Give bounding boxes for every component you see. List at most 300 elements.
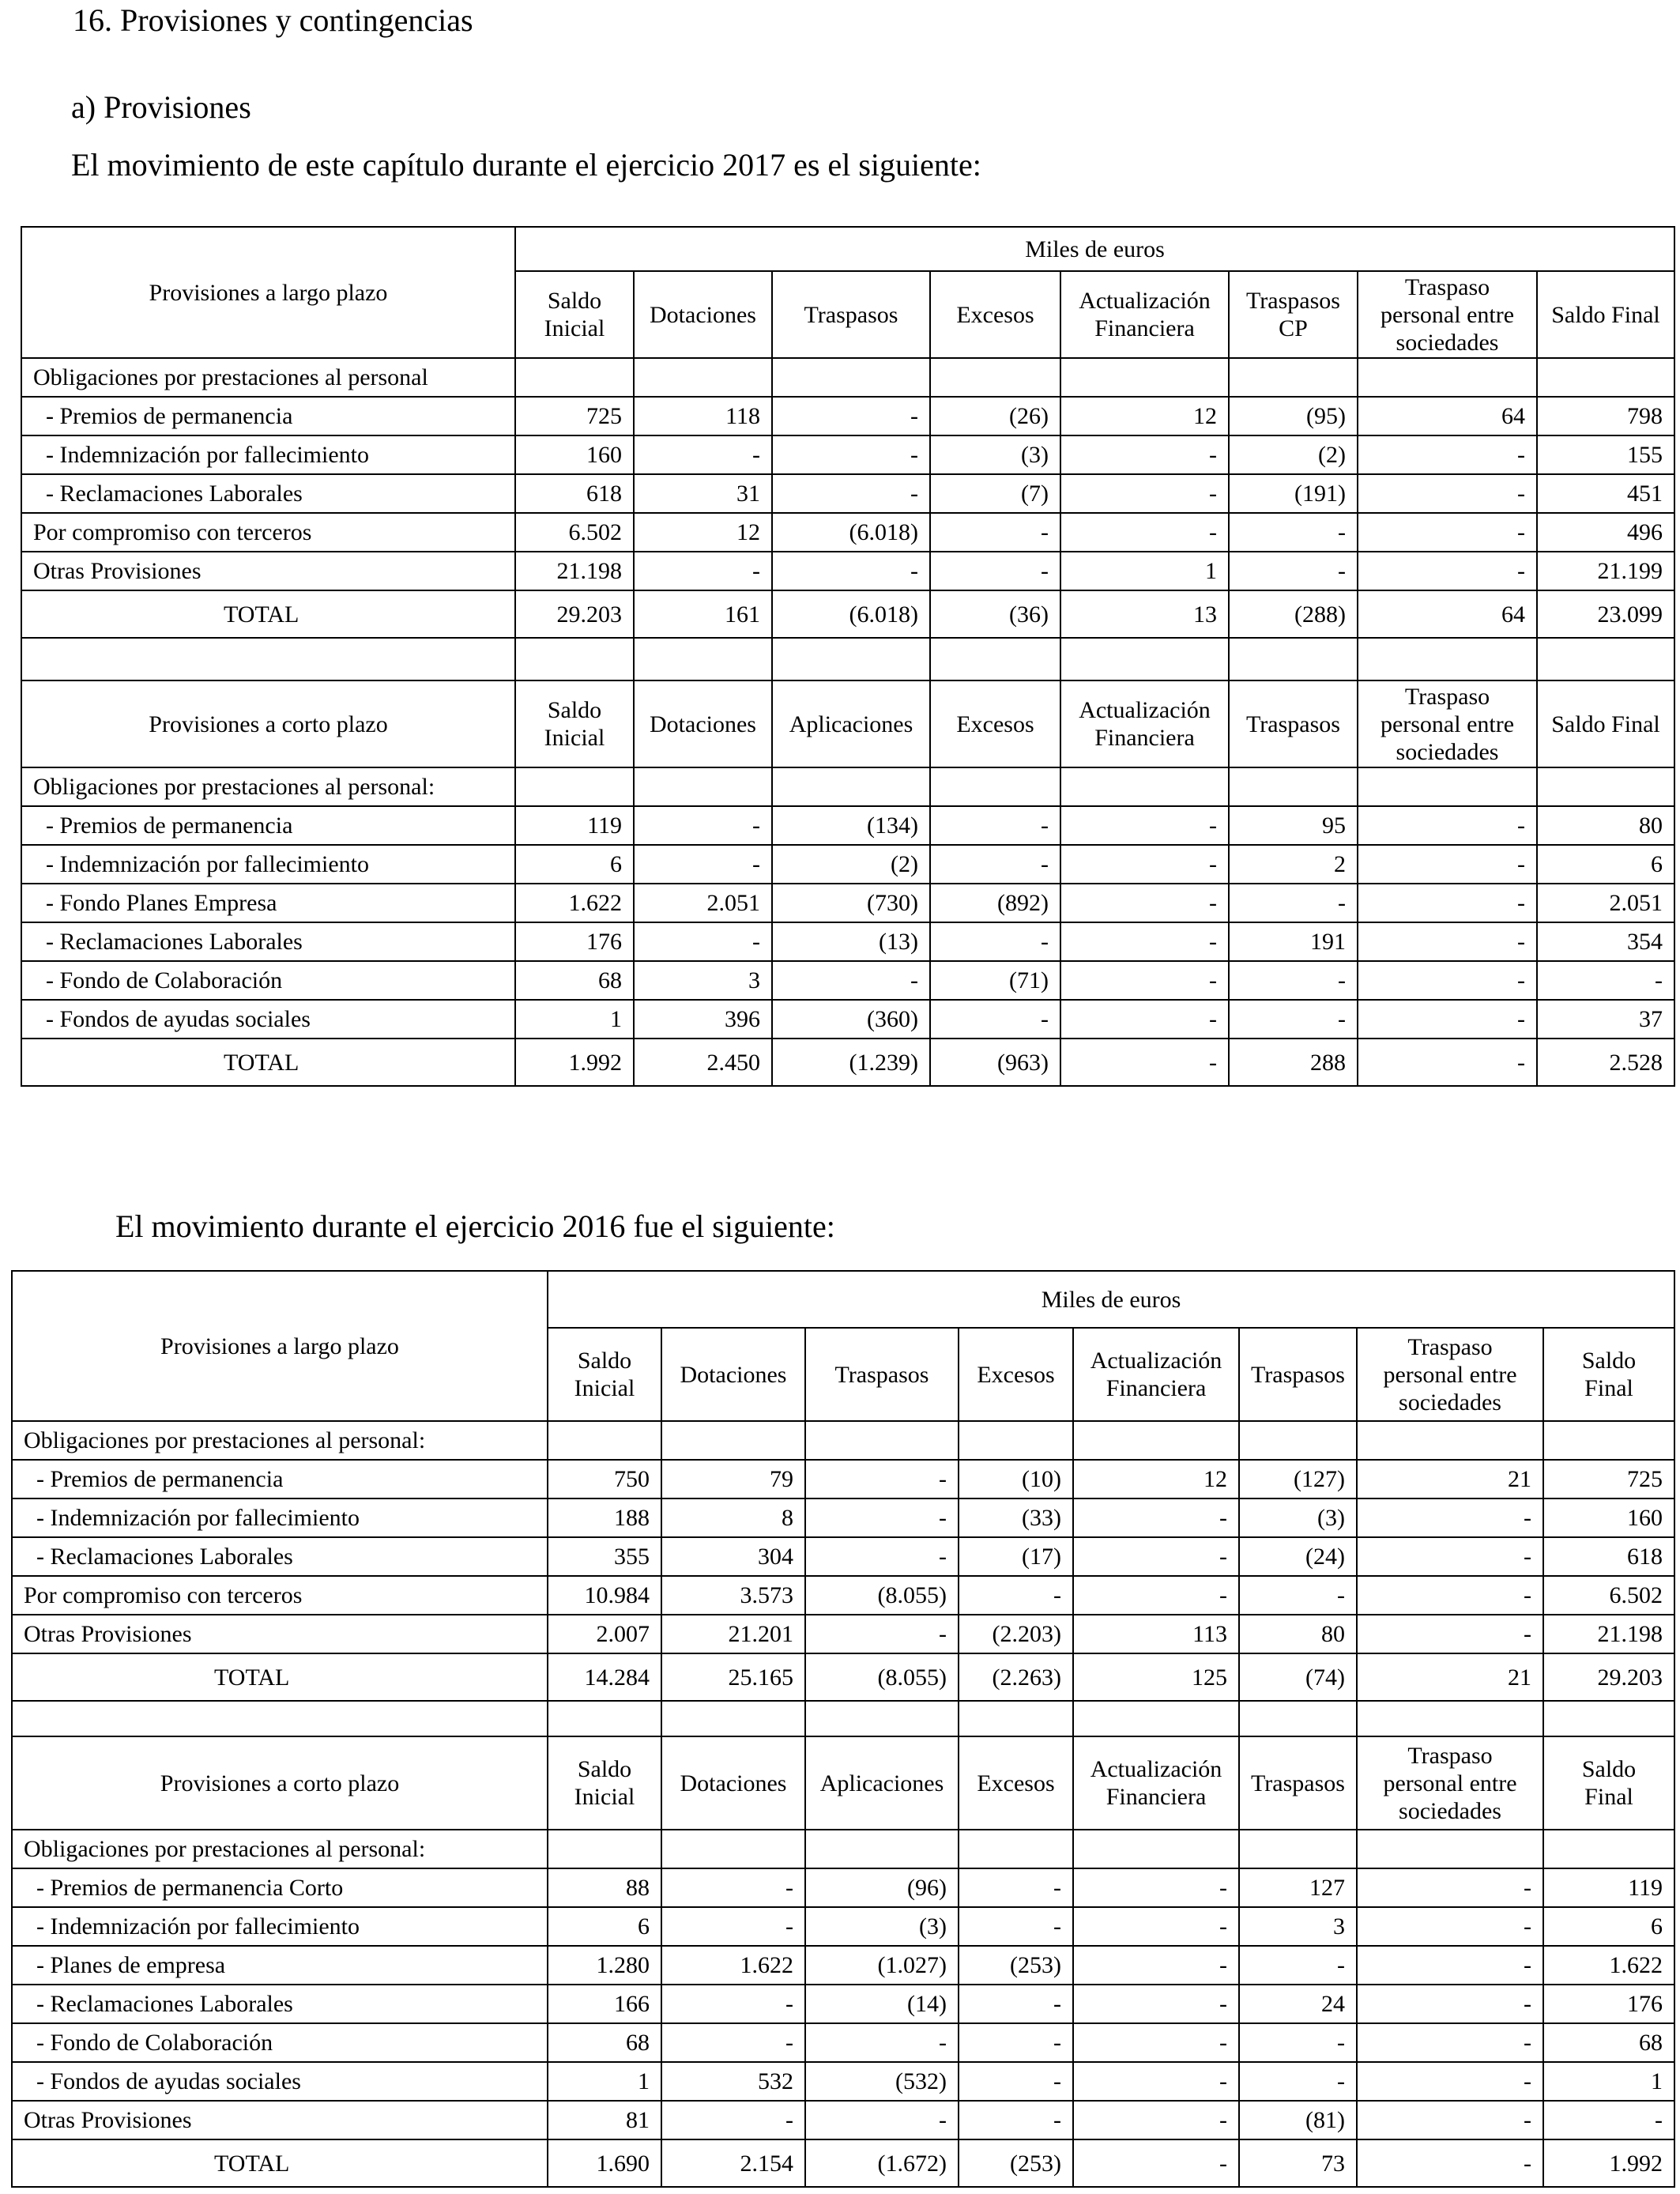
value-cell: 304 [661, 1537, 805, 1576]
value-cell: 6 [548, 1907, 661, 1946]
value-cell: 2.007 [548, 1615, 661, 1653]
total-value: (1.239) [772, 1039, 930, 1086]
empty-cell [1229, 767, 1358, 806]
empty-cell [12, 1701, 548, 1736]
value-cell: (10) [959, 1460, 1073, 1498]
value-cell: (2) [1229, 435, 1358, 474]
value-cell: - [1357, 1498, 1543, 1537]
value-cell: 2 [1229, 845, 1358, 884]
table-row [12, 2101, 1674, 2139]
lp-title: Provisiones a largo plazo [12, 1271, 548, 1421]
empty-cell [661, 1701, 805, 1736]
value-cell: - [1537, 961, 1674, 1000]
value-cell: (134) [772, 806, 930, 845]
empty-cell [634, 358, 772, 397]
value-cell: (3) [805, 1907, 959, 1946]
value-cell: (2) [772, 845, 930, 884]
value-cell: - [959, 2101, 1073, 2139]
value-cell: (127) [1239, 1460, 1357, 1498]
value-cell: (8.055) [805, 1576, 959, 1615]
value-cell: - [1239, 1576, 1357, 1615]
table-row [21, 845, 1674, 884]
row-label: - Fondo de Colaboración [21, 961, 515, 1000]
value-cell: - [1358, 1000, 1537, 1039]
value-cell: - [959, 1576, 1073, 1615]
empty-cell [1543, 1421, 1674, 1460]
value-cell: 6 [1537, 845, 1674, 884]
value-cell: - [1357, 1868, 1543, 1907]
value-cell: 1 [1543, 2062, 1674, 2101]
value-cell: - [1358, 552, 1537, 590]
empty-cell [1357, 1421, 1543, 1460]
lp-col-header: Saldo Final [1537, 271, 1674, 358]
total-value: 29.203 [1543, 1653, 1674, 1701]
empty-cell [1357, 1701, 1543, 1736]
value-cell: 160 [1543, 1498, 1674, 1537]
table-row [12, 1615, 1674, 1653]
header-row-cp [12, 1736, 1674, 1830]
value-cell: - [805, 1498, 959, 1537]
value-cell: - [1073, 1537, 1239, 1576]
value-cell: 80 [1537, 806, 1674, 845]
total-value: 23.099 [1537, 590, 1674, 638]
row-label: Por compromiso con terceros [12, 1576, 548, 1615]
value-cell: (253) [959, 1946, 1073, 1985]
value-cell: 6 [515, 845, 634, 884]
empty-cell [1543, 1701, 1674, 1736]
value-cell: - [1060, 435, 1229, 474]
total-row [21, 590, 1674, 638]
table-row [21, 961, 1674, 1000]
value-cell: - [1357, 2062, 1543, 2101]
header-row-cp [21, 680, 1674, 767]
value-cell: - [1239, 2023, 1357, 2062]
lp-col-header: Saldo Final [1543, 1328, 1674, 1421]
empty-cell [21, 638, 515, 680]
value-cell: - [1357, 1615, 1543, 1653]
value-cell: - [805, 1537, 959, 1576]
value-cell: - [1357, 1537, 1543, 1576]
total-value: (6.018) [772, 590, 930, 638]
row-label: - Premios de permanencia [12, 1460, 548, 1498]
value-cell: 24 [1239, 1985, 1357, 2023]
value-cell: - [634, 435, 772, 474]
value-cell: - [1073, 1576, 1239, 1615]
provisions-table-2017 [21, 226, 1675, 1087]
empty-cell [1537, 638, 1674, 680]
total-value: 1.690 [548, 2139, 661, 2187]
value-cell: 12 [634, 513, 772, 552]
table-row [21, 474, 1674, 513]
table-row [12, 1985, 1674, 2023]
value-cell: - [930, 1000, 1060, 1039]
value-cell: - [1073, 2062, 1239, 2101]
value-cell: - [661, 1985, 805, 2023]
empty-cell [930, 767, 1060, 806]
value-cell: - [1073, 1907, 1239, 1946]
empty-cell [1537, 767, 1674, 806]
total-value: 64 [1358, 590, 1537, 638]
row-label: - Fondos de ayudas sociales [12, 2062, 548, 2101]
value-cell: 532 [661, 2062, 805, 2101]
value-cell: (7) [930, 474, 1060, 513]
value-cell: - [1358, 845, 1537, 884]
value-cell: 31 [634, 474, 772, 513]
empty-cell [1229, 638, 1358, 680]
value-cell: - [1060, 961, 1229, 1000]
value-cell: - [772, 961, 930, 1000]
spacer-row [12, 1701, 1674, 1736]
value-cell: - [1073, 1868, 1239, 1907]
group-label: Obligaciones por prestaciones al personal [21, 358, 515, 397]
value-cell: 354 [1537, 922, 1674, 961]
value-cell: 1 [515, 1000, 634, 1039]
value-cell: (71) [930, 961, 1060, 1000]
empty-cell [930, 638, 1060, 680]
table-row [21, 884, 1674, 922]
value-cell: 160 [515, 435, 634, 474]
value-cell: - [1358, 922, 1537, 961]
empty-cell [1239, 1830, 1357, 1868]
value-cell: - [930, 845, 1060, 884]
value-cell: (33) [959, 1498, 1073, 1537]
empty-cell [515, 638, 634, 680]
table-row [12, 1498, 1674, 1537]
value-cell: - [772, 552, 930, 590]
row-label: - Indemnización por fallecimiento [12, 1907, 548, 1946]
total-value: (74) [1239, 1653, 1357, 1701]
value-cell: - [634, 806, 772, 845]
empty-cell [515, 767, 634, 806]
lp-col-header: Excesos [959, 1328, 1073, 1421]
value-cell: 95 [1229, 806, 1358, 845]
value-cell: - [1543, 2101, 1674, 2139]
cp-col-header: Excesos [930, 680, 1060, 767]
cp-col-header: Traspasos [1229, 680, 1358, 767]
lp-col-header: Saldo Inicial [548, 1328, 661, 1421]
value-cell: - [1239, 1946, 1357, 1985]
total-label: TOTAL [21, 590, 515, 638]
value-cell: - [1358, 961, 1537, 1000]
value-cell: - [1358, 806, 1537, 845]
value-cell: 188 [548, 1498, 661, 1537]
total-value: 1.992 [1543, 2139, 1674, 2187]
value-cell: 1.622 [1543, 1946, 1674, 1985]
empty-cell [548, 1830, 661, 1868]
value-cell: - [1229, 513, 1358, 552]
value-cell: (95) [1229, 397, 1358, 435]
value-cell: - [959, 1985, 1073, 2023]
total-row [12, 2139, 1674, 2187]
value-cell: 68 [548, 2023, 661, 2062]
value-cell: 3 [1239, 1907, 1357, 1946]
value-cell: 79 [661, 1460, 805, 1498]
table-row [21, 397, 1674, 435]
value-cell: 21 [1357, 1460, 1543, 1498]
value-cell: - [959, 2023, 1073, 2062]
header-row-miles [21, 227, 1674, 271]
total-label: TOTAL [12, 2139, 548, 2187]
value-cell: - [1073, 1498, 1239, 1537]
value-cell: - [1073, 1946, 1239, 1985]
lp-col-header: Traspaso personal entre sociedades [1358, 271, 1537, 358]
value-cell: 21.199 [1537, 552, 1674, 590]
value-cell: 798 [1537, 397, 1674, 435]
value-cell: - [772, 435, 930, 474]
empty-cell [1239, 1701, 1357, 1736]
value-cell: 1.280 [548, 1946, 661, 1985]
total-value: - [1357, 2139, 1543, 2187]
value-cell: 6.502 [515, 513, 634, 552]
empty-cell [1073, 1701, 1239, 1736]
lp-col-header: Actualización Financiera [1073, 1328, 1239, 1421]
cp-col-header: Saldo Final [1537, 680, 1674, 767]
cp-title: Provisiones a corto plazo [21, 680, 515, 767]
value-cell: - [634, 845, 772, 884]
empty-cell [772, 767, 930, 806]
lp-col-header: Traspasos CP [1229, 271, 1358, 358]
value-cell: - [959, 1907, 1073, 1946]
value-cell: 37 [1537, 1000, 1674, 1039]
row-label: - Fondo Planes Empresa [21, 884, 515, 922]
intro-2017: El movimiento de este capítulo durante el ejercicio 2017 es el siguiente: [71, 147, 981, 183]
total-value: 21 [1357, 1653, 1543, 1701]
total-value: (2.263) [959, 1653, 1073, 1701]
value-cell: - [1073, 2101, 1239, 2139]
table-row [21, 806, 1674, 845]
cp-col-header: Traspaso personal entre sociedades [1357, 1736, 1543, 1830]
value-cell: - [1357, 1907, 1543, 1946]
value-cell: (3) [930, 435, 1060, 474]
value-cell: - [930, 806, 1060, 845]
total-value: 25.165 [661, 1653, 805, 1701]
value-cell: - [1358, 884, 1537, 922]
row-label: Otras Provisiones [12, 1615, 548, 1653]
value-cell: 1 [548, 2062, 661, 2101]
value-cell: - [1073, 2023, 1239, 2062]
empty-cell [959, 1421, 1073, 1460]
value-cell: 80 [1239, 1615, 1357, 1653]
lp-col-header: Traspasos [772, 271, 930, 358]
total-row [12, 1653, 1674, 1701]
row-label: Otras Provisiones [12, 2101, 548, 2139]
lp-col-header: Dotaciones [661, 1328, 805, 1421]
row-label: - Reclamaciones Laborales [21, 474, 515, 513]
subsection-heading: a) Provisiones [71, 89, 251, 125]
total-value: 14.284 [548, 1653, 661, 1701]
value-cell: - [1357, 1946, 1543, 1985]
spacer-row [21, 638, 1674, 680]
empty-cell [661, 1421, 805, 1460]
value-cell: 6.502 [1543, 1576, 1674, 1615]
value-cell: 2.051 [634, 884, 772, 922]
total-value: (1.672) [805, 2139, 959, 2187]
row-label: - Reclamaciones Laborales [12, 1537, 548, 1576]
value-cell: 176 [515, 922, 634, 961]
value-cell: (360) [772, 1000, 930, 1039]
empty-cell [805, 1701, 959, 1736]
value-cell: - [1060, 806, 1229, 845]
row-label: - Planes de empresa [12, 1946, 548, 1985]
value-cell: 496 [1537, 513, 1674, 552]
group-row [12, 1421, 1674, 1460]
total-row [21, 1039, 1674, 1086]
row-label: - Indemnización por fallecimiento [21, 845, 515, 884]
empty-cell [1060, 358, 1229, 397]
table-row [12, 1946, 1674, 1985]
value-cell: - [634, 922, 772, 961]
total-label: TOTAL [21, 1039, 515, 1086]
row-label: - Indemnización por fallecimiento [21, 435, 515, 474]
empty-cell [1358, 767, 1537, 806]
value-cell: 176 [1543, 1985, 1674, 2023]
total-value: (288) [1229, 590, 1358, 638]
total-value: (36) [930, 590, 1060, 638]
value-cell: (6.018) [772, 513, 930, 552]
value-cell: - [805, 2101, 959, 2139]
value-cell: (532) [805, 2062, 959, 2101]
value-cell: 113 [1073, 1615, 1239, 1653]
empty-cell [1358, 358, 1537, 397]
empty-cell [805, 1421, 959, 1460]
value-cell: - [1060, 922, 1229, 961]
row-label: - Indemnización por fallecimiento [12, 1498, 548, 1537]
value-cell: (2.203) [959, 1615, 1073, 1653]
value-cell: (14) [805, 1985, 959, 2023]
value-cell: - [1358, 513, 1537, 552]
total-value: 125 [1073, 1653, 1239, 1701]
value-cell: (3) [1239, 1498, 1357, 1537]
cp-col-header: Dotaciones [661, 1736, 805, 1830]
intro-2016: El movimiento durante el ejercicio 2016 fue el siguiente: [115, 1208, 835, 1244]
value-cell: 3.573 [661, 1576, 805, 1615]
value-cell: - [930, 513, 1060, 552]
empty-cell [930, 358, 1060, 397]
empty-cell [772, 638, 930, 680]
cp-col-header: Saldo Inicial [515, 680, 634, 767]
table-row [21, 922, 1674, 961]
value-cell: 10.984 [548, 1576, 661, 1615]
empty-cell [1537, 358, 1674, 397]
cp-col-header: Excesos [959, 1736, 1073, 1830]
value-cell: 21.201 [661, 1615, 805, 1653]
total-value: 2.528 [1537, 1039, 1674, 1086]
empty-cell [548, 1421, 661, 1460]
empty-cell [1239, 1421, 1357, 1460]
value-cell: 2.051 [1537, 884, 1674, 922]
lp-col-header: Traspasos [1239, 1328, 1357, 1421]
value-cell: - [661, 2023, 805, 2062]
value-cell: (1.027) [805, 1946, 959, 1985]
table-row [12, 2023, 1674, 2062]
empty-cell [548, 1701, 661, 1736]
value-cell: 618 [515, 474, 634, 513]
empty-cell [1073, 1830, 1239, 1868]
cp-col-header: Traspaso personal entre sociedades [1358, 680, 1537, 767]
value-cell: 191 [1229, 922, 1358, 961]
empty-cell [1060, 767, 1229, 806]
table-row [21, 435, 1674, 474]
table-row [12, 1907, 1674, 1946]
row-label: Otras Provisiones [21, 552, 515, 590]
row-label: - Premios de permanencia Corto [12, 1868, 548, 1907]
value-cell: 725 [1543, 1460, 1674, 1498]
total-value: 13 [1060, 590, 1229, 638]
table-row [12, 1537, 1674, 1576]
total-value: (963) [930, 1039, 1060, 1086]
value-cell: 166 [548, 1985, 661, 2023]
lp-title: Provisiones a largo plazo [21, 227, 515, 358]
empty-cell [1543, 1830, 1674, 1868]
value-cell: - [1357, 1576, 1543, 1615]
value-cell: - [805, 1615, 959, 1653]
value-cell: - [634, 552, 772, 590]
row-label: - Reclamaciones Laborales [21, 922, 515, 961]
empty-cell [1073, 1421, 1239, 1460]
value-cell: - [1229, 961, 1358, 1000]
table-row [21, 513, 1674, 552]
lp-col-header: Dotaciones [634, 271, 772, 358]
group-row [21, 767, 1674, 806]
cp-col-header: Aplicaciones [772, 680, 930, 767]
value-cell: 451 [1537, 474, 1674, 513]
value-cell: - [1229, 884, 1358, 922]
value-cell: - [1060, 1000, 1229, 1039]
cp-col-header: Dotaciones [634, 680, 772, 767]
value-cell: (26) [930, 397, 1060, 435]
value-cell: 396 [634, 1000, 772, 1039]
value-cell: - [1357, 2101, 1543, 2139]
value-cell: - [959, 2062, 1073, 2101]
value-cell: 750 [548, 1460, 661, 1498]
value-cell: - [1229, 552, 1358, 590]
empty-cell [634, 767, 772, 806]
cp-col-header: Aplicaciones [805, 1736, 959, 1830]
header-row-miles [12, 1271, 1674, 1328]
value-cell: - [661, 1868, 805, 1907]
value-cell: - [930, 922, 1060, 961]
value-cell: (730) [772, 884, 930, 922]
value-cell: - [959, 1868, 1073, 1907]
value-cell: 725 [515, 397, 634, 435]
total-value: - [1358, 1039, 1537, 1086]
provisions-table-2016 [11, 1270, 1675, 2188]
empty-cell [959, 1701, 1073, 1736]
value-cell: - [661, 2101, 805, 2139]
value-cell: 68 [515, 961, 634, 1000]
group-label: Obligaciones por prestaciones al personal: [21, 767, 515, 806]
group-label: Obligaciones por prestaciones al personal: [12, 1421, 548, 1460]
row-label: - Premios de permanencia [21, 397, 515, 435]
value-cell: (191) [1229, 474, 1358, 513]
value-cell: 88 [548, 1868, 661, 1907]
cp-col-header: Actualización Financiera [1060, 680, 1229, 767]
lp-col-header: Traspasos [805, 1328, 959, 1421]
cp-col-header: Saldo Final [1543, 1736, 1674, 1830]
total-value: 2.154 [661, 2139, 805, 2187]
value-cell: 8 [661, 1498, 805, 1537]
empty-cell [634, 638, 772, 680]
value-cell: - [1060, 884, 1229, 922]
section-heading-text: 16. Provisiones y contingencias [73, 2, 473, 38]
value-cell: 355 [548, 1537, 661, 1576]
group-row [21, 358, 1674, 397]
value-cell: - [1060, 845, 1229, 884]
value-cell: 81 [548, 2101, 661, 2139]
group-row [12, 1830, 1674, 1868]
value-cell: 64 [1358, 397, 1537, 435]
value-cell: - [930, 552, 1060, 590]
